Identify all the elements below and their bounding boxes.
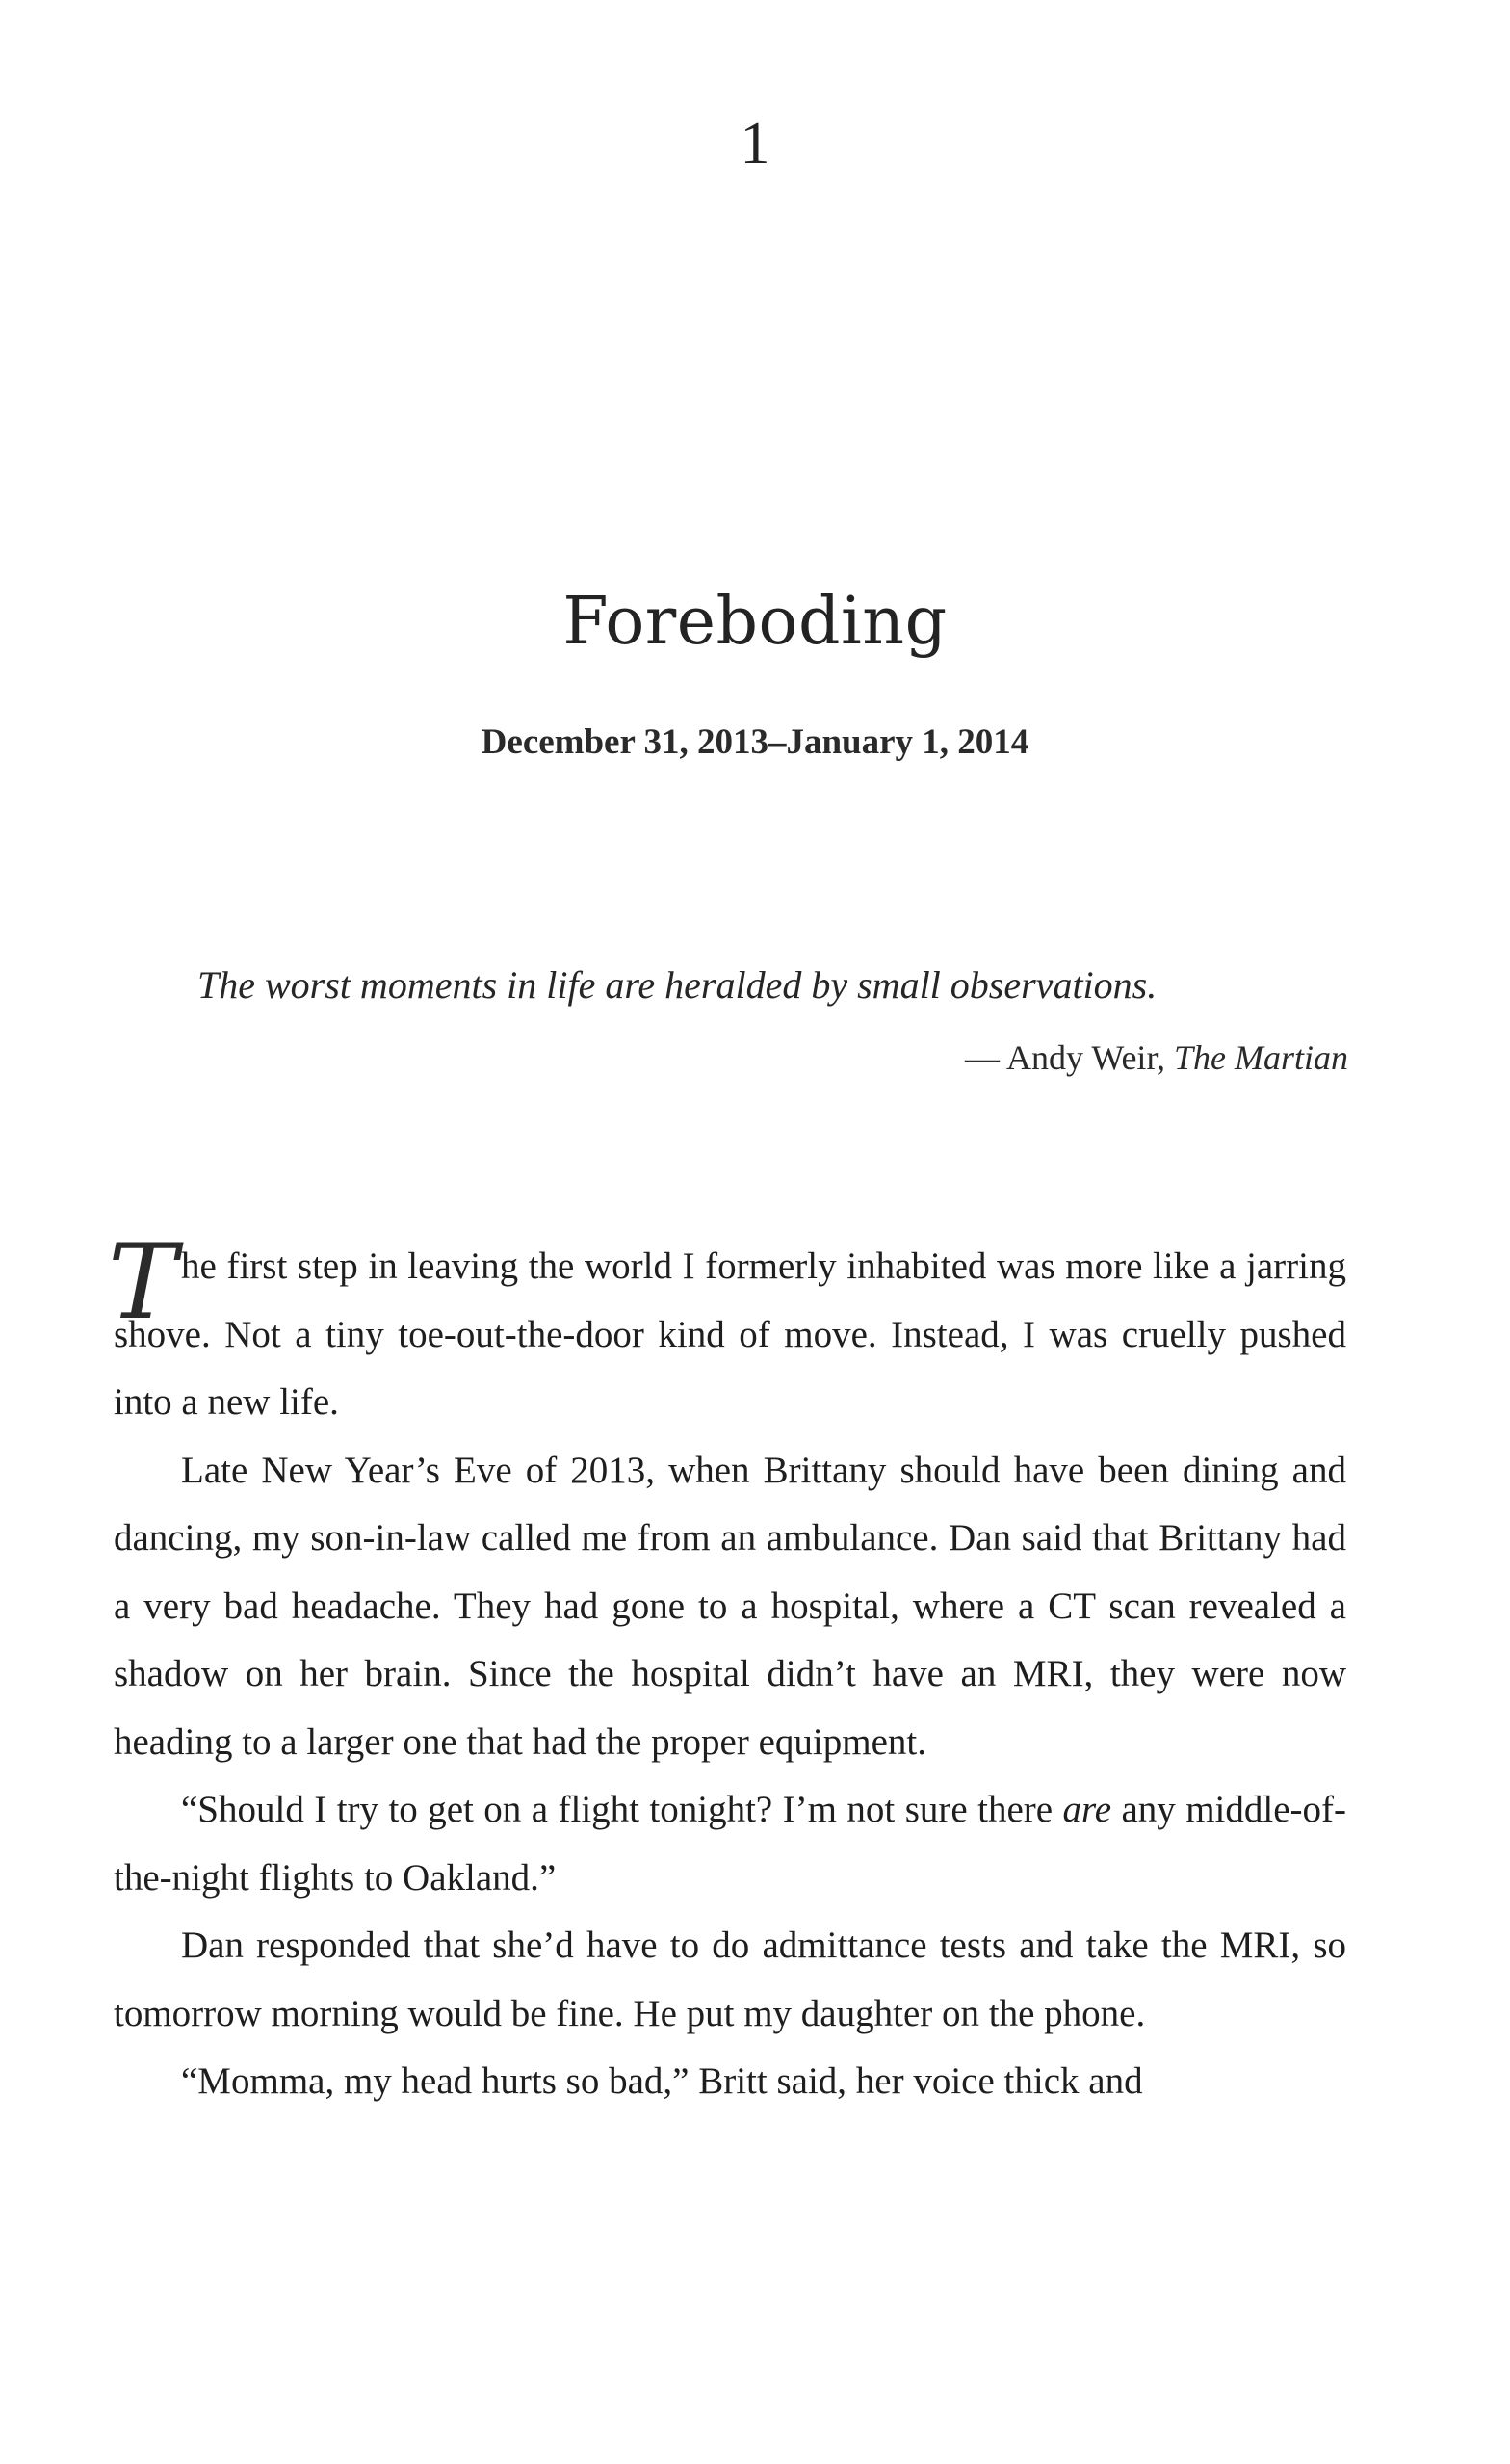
- chapter-number: 1: [740, 111, 770, 176]
- chapter-body: [108, 1222, 1346, 2116]
- epigraph-author: — Andy Weir,: [965, 1038, 1174, 1077]
- chapter-date: December 31, 2013–January 1, 2014: [481, 722, 1029, 762]
- paragraph-5: “Momma, my head hurts so bad,” Britt said, her voice thick and: [181, 2060, 1143, 2102]
- paragraph-4: Dan responded that she’d have to do admittance tests and take the MRI, so tomorrow morning would be fine. He put my daughter on the phone.: [114, 1925, 1346, 2034]
- epigraph-quote: The worst moments in life are heralded by small observations.: [197, 963, 1158, 1007]
- paragraph-2: Late New Year’s Eve of 2013, when Brittany should have been dining and dancing, my son-in-law called me from an ambulance. Dan said that Brittany had a very bad headache. They had gone to a hospital, where a CT scan revealed a shadow on her brain. Since the hospital didn’t have an MRI, they were now heading to a larger one that had the proper equipment.: [114, 1449, 1346, 1763]
- paragraph-3-text-a: “Should I try to get on a flight tonight? I’m not sure there: [181, 1789, 1063, 1830]
- epigraph-book-title: The Martian: [1173, 1038, 1348, 1077]
- paragraph-3-emphasis: are: [1062, 1789, 1112, 1830]
- paragraph-3-text-b: any middle-of-the-night flights to Oakland.”: [114, 1789, 1346, 1899]
- paragraph-3: [114, 1776, 1346, 1912]
- paragraph-1-text: he first step in leaving the world I formerly inhabited was more like a jarring shove. Not a tiny toe-out-the-door kind of move. Instead, I was cruelly pushed into a new life.: [114, 1245, 1346, 1423]
- chapter-title: Foreboding: [562, 584, 948, 660]
- paragraph-1: The first step in leaving the world I formerly inhabited was more like a jarring shove. Not a tiny toe-out-the-door kind of move. Instead, I was cruelly pushed into a new life.: [108, 1222, 1346, 1423]
- epigraph-attribution: [965, 1040, 1348, 1075]
